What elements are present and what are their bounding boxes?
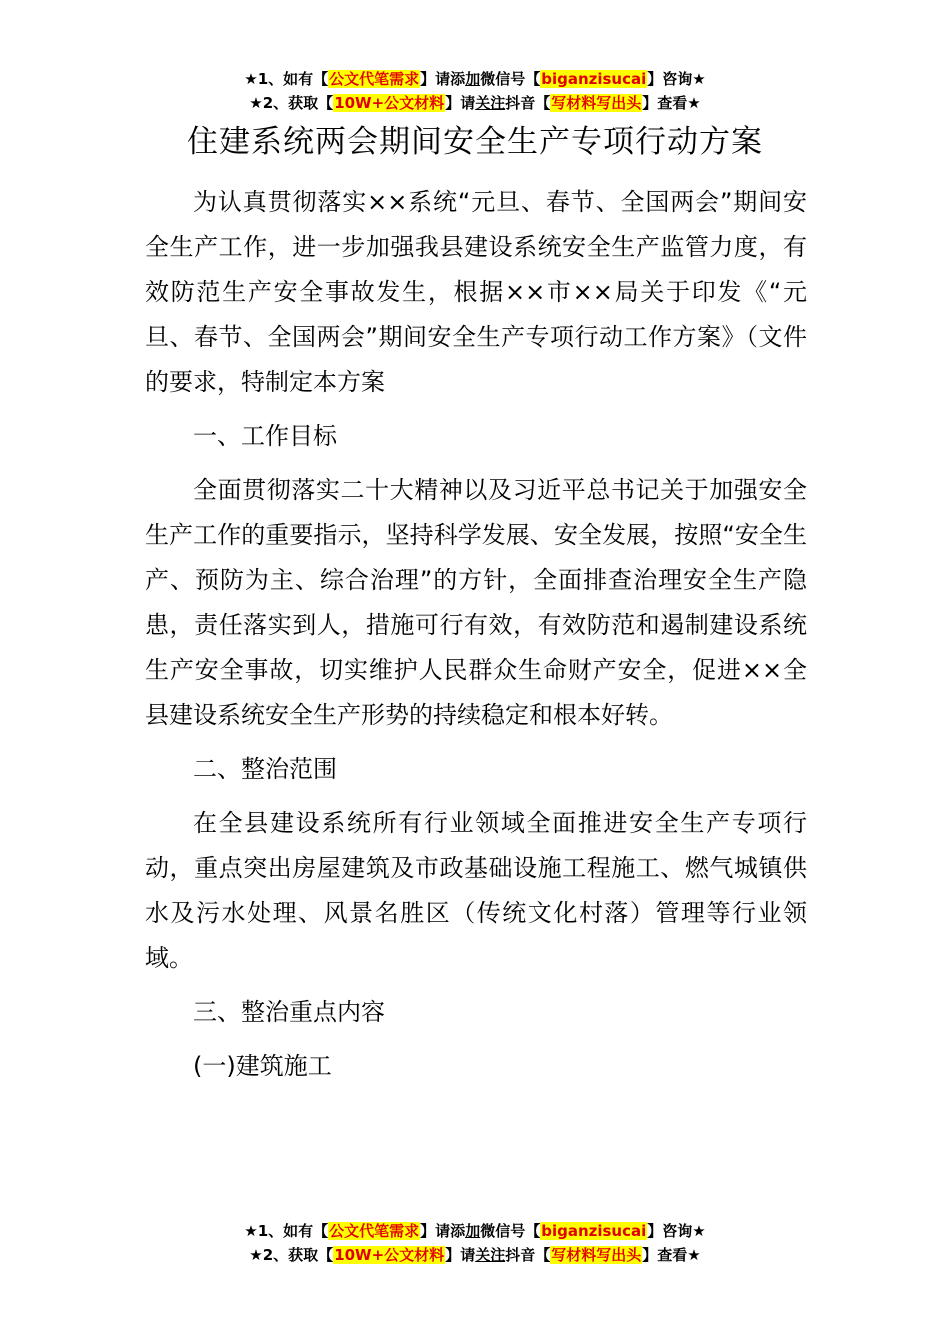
banner-text: 微信号【 — [480, 70, 541, 88]
banner-text: 】请添 — [420, 70, 466, 88]
banner-text: 1、如有【 — [257, 70, 329, 88]
banner-highlight: 10W+公文材料 — [334, 1246, 445, 1264]
banner-text: 】请 — [445, 94, 476, 112]
banner-wechat-id: biganzisucai — [541, 1222, 647, 1240]
document-body — [145, 180, 807, 1089]
banner-text: 】咨询★ — [647, 1222, 706, 1240]
banner-highlight: 10W+公文材料 — [334, 94, 445, 112]
banner-text: 抖音【 — [505, 1246, 551, 1264]
banner-highlight: 公文代笔需求 — [329, 1222, 420, 1240]
banner-text: 】查看★ — [642, 1246, 701, 1264]
footer-banner — [0, 1219, 950, 1267]
banner-line-1 — [0, 1219, 950, 1243]
section-heading: 一、工作目标 — [193, 422, 337, 450]
banner-text: 】查看★ — [642, 94, 701, 112]
banner-highlight: 写材料写出头 — [551, 1246, 642, 1264]
banner-underlined-text: 加 — [465, 1222, 481, 1240]
intro-paragraph: 为认真贯彻落实××系统“元旦、春节、全国两会”期间安全生产工作，进一步加强我县建设系统安全生产监管力度，有效防范生产安全事故发生，根据××市××局关于印发《“元旦、春节、全国两会”期间安全生产专项行动工作方案》（文件的要求，特制定本方案 — [145, 188, 807, 396]
banner-underlined-text: 关注 — [475, 94, 506, 112]
subsection-heading: (一)建筑施工 — [193, 1052, 332, 1080]
banner-wechat-id: biganzisucai — [541, 70, 647, 88]
banner-text: 2、获取【 — [262, 1246, 334, 1264]
banner-text: 1、如有【 — [257, 1222, 329, 1240]
banner-line-2 — [0, 1243, 950, 1267]
document-title: 住建系统两会期间安全生产专项行动方案 — [187, 124, 763, 160]
section-paragraph: 全面贯彻落实二十大精神以及习近平总书记关于加强安全生产工作的重要指示，坚持科学发展、安全发展，按照“安全生产、预防为主、综合治理”的方针，全面排查治理安全生产隐患，责任落实到人，措施可行有效，有效防范和遏制建设系统生产安全事故，切实维护人民群众生命财产安全，促进××全县建设系统安全生产形势的持续稳定和根本好转。 — [145, 476, 807, 729]
banner-line-1 — [0, 67, 950, 91]
banner-line-2 — [0, 91, 950, 115]
section-heading: 二、整治范围 — [193, 755, 337, 783]
header-banner — [0, 67, 950, 115]
star-icon: ★ — [249, 94, 263, 112]
banner-text: 】请添 — [420, 1222, 466, 1240]
banner-text: 】咨询★ — [647, 70, 706, 88]
banner-underlined-text: 关注 — [475, 1246, 506, 1264]
banner-highlight: 写材料写出头 — [551, 94, 642, 112]
star-icon: ★ — [249, 1246, 263, 1264]
star-icon: ★ — [244, 70, 258, 88]
banner-text: 2、获取【 — [262, 94, 334, 112]
star-icon: ★ — [244, 1222, 258, 1240]
banner-underlined-text: 加 — [465, 70, 481, 88]
banner-text: 抖音【 — [505, 94, 551, 112]
banner-text: 】请 — [445, 1246, 476, 1264]
section-paragraph: 在全县建设系统所有行业领域全面推进安全生产专项行动，重点突出房屋建筑及市政基础设施工程施工、燃气城镇供水及污水处理、风景名胜区（传统文化村落）管理等行业领域。 — [145, 809, 807, 972]
banner-text: 微信号【 — [480, 1222, 541, 1240]
section-heading: 三、整治重点内容 — [193, 998, 385, 1026]
banner-highlight: 公文代笔需求 — [329, 70, 420, 88]
